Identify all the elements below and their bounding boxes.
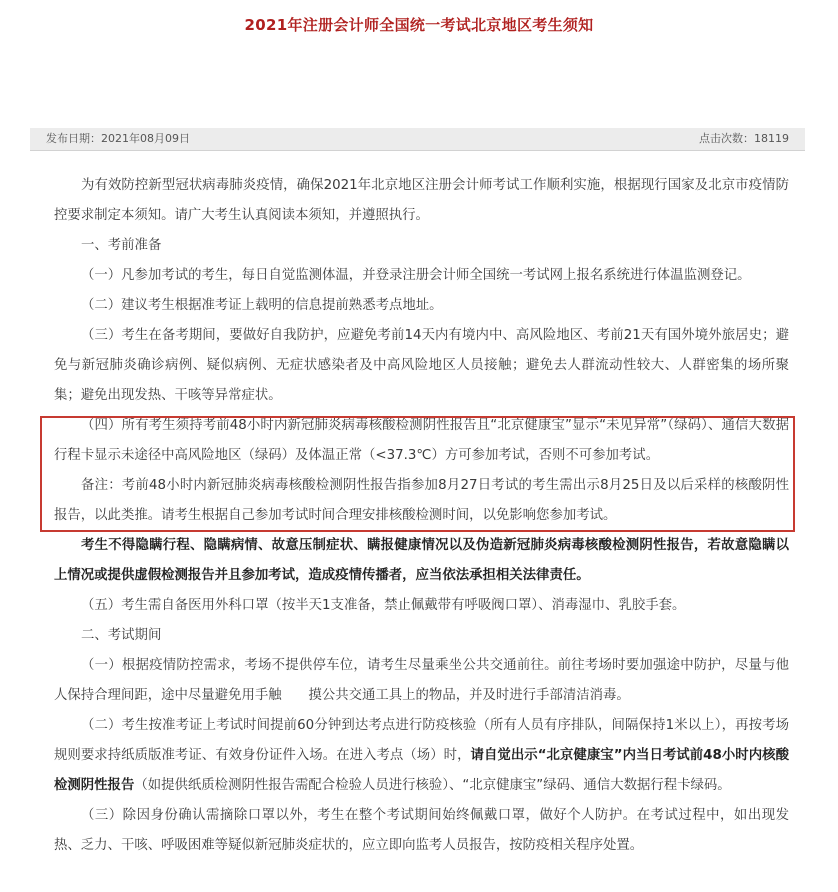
paragraph-2-3: （三）除因身份确认需摘除口罩以外，考生在整个考试期间始终佩戴口罩，做好个人防护。在考试过程中，如出现发热、乏力、干咳、呼吸困难等疑似新冠肺炎症状的，应立即向监考人员报告，按防疫相关程序处置。 bbox=[54, 808, 789, 853]
meta-bar bbox=[30, 128, 805, 151]
article-body bbox=[54, 171, 789, 861]
warning-paragraph: 考生不得隐瞒行程、隐瞒病情、故意压制症状、瞒报健康情况以及伪造新冠肺炎病毒核酸检测阴性报告，若故意隐瞒以上情况或提供虚假检测报告并且参加考试，造成疫情传播者，应当依法承担相关法律责任。 bbox=[54, 538, 789, 583]
paragraph-1-3: （三）考生在备考期间，要做好自我防护，应避免考前14天内有境内中、高风险地区、考前21天有国外境外旅居史；避免与新冠肺炎确诊病例、疑似病例、无症状感染者及中高风险地区人员接触；避免去人群流动性较大、人群密集的场所聚集；避免出现发热、干咳等异常症状。 bbox=[54, 328, 789, 403]
view-count: 点击次数：18119 bbox=[699, 132, 789, 145]
paragraph-2-2-part-a: （二）考生按准考证上考试时间提前60分钟到达考点进行防疫核验（所有人员有序排队，间隔保持1米以上），再按考场规则要求持纸质版准考证、有效身份证件入场。在进入考点（场）时， bbox=[54, 718, 789, 763]
page-title: 2021年注册会计师全国统一考试北京地区考生须知 bbox=[244, 16, 594, 34]
paragraph-1-5: （五）考生需自备医用外科口罩（按半天1支准备，禁止佩戴带有呼吸阀口罩）、消毒湿巾、乳胶手套。 bbox=[81, 598, 686, 613]
publish-date: 发布日期：2021年08月09日 bbox=[46, 132, 190, 145]
paragraph-1-1: （一）凡参加考试的考生，每日自觉监测体温，并登录注册会计师全国统一考试网上报名系统进行体温监测登记。 bbox=[81, 268, 751, 283]
paragraph-2-1: （一）根据疫情防控需求，考场不提供停车位，请考生尽量乘坐公共交通前往。前往考场时要加强途中防护，尽量与他人保持合理间距，途中尽量避免用手触 摸公共交通工具上的物品，并及时进行手部清洁消毒。 bbox=[54, 658, 789, 703]
paragraph-2-2 bbox=[54, 711, 789, 801]
paragraph-1-4: （四）所有考生须持考前48小时内新冠肺炎病毒核酸检测阴性报告且“北京健康宝”显示“未见异常”（绿码）、通信大数据行程卡显示未途径中高风险地区（绿码）及体温正常（<37.3℃）方可参加考试，否则不可参加考试。 bbox=[54, 418, 789, 463]
paragraph-1-2: （二）建议考生根据准考证上载明的信息提前熟悉考点地址。 bbox=[81, 298, 443, 313]
section-heading-2: 二、考试期间 bbox=[81, 628, 162, 643]
intro-paragraph: 为有效防控新型冠状病毒肺炎疫情，确保2021年北京地区注册会计师考试工作顺利实施，根据现行国家及北京市疫情防控要求制定本须知。请广大考生认真阅读本须知，并遵照执行。 bbox=[54, 178, 789, 223]
paragraph-2-2-emphasis: 请自觉出示“北京健康宝”内当日考试前48小时内核酸检测阴性报告 bbox=[54, 748, 789, 793]
note-paragraph: 备注：考前48小时内新冠肺炎病毒核酸检测阴性报告指参加8月27日考试的考生需出示8月25日及以后采样的核酸阴性报告，以此类推。请考生根据自己参加考试时间合理安排核酸检测时间，以免影响您参加考试。 bbox=[54, 478, 789, 523]
section-heading-1: 一、考前准备 bbox=[81, 238, 162, 253]
paragraph-2-2-part-c: （如提供纸质检测阴性报告需配合检验人员进行核验）、“北京健康宝”绿码、通信大数据行程卡绿码。 bbox=[134, 778, 731, 793]
